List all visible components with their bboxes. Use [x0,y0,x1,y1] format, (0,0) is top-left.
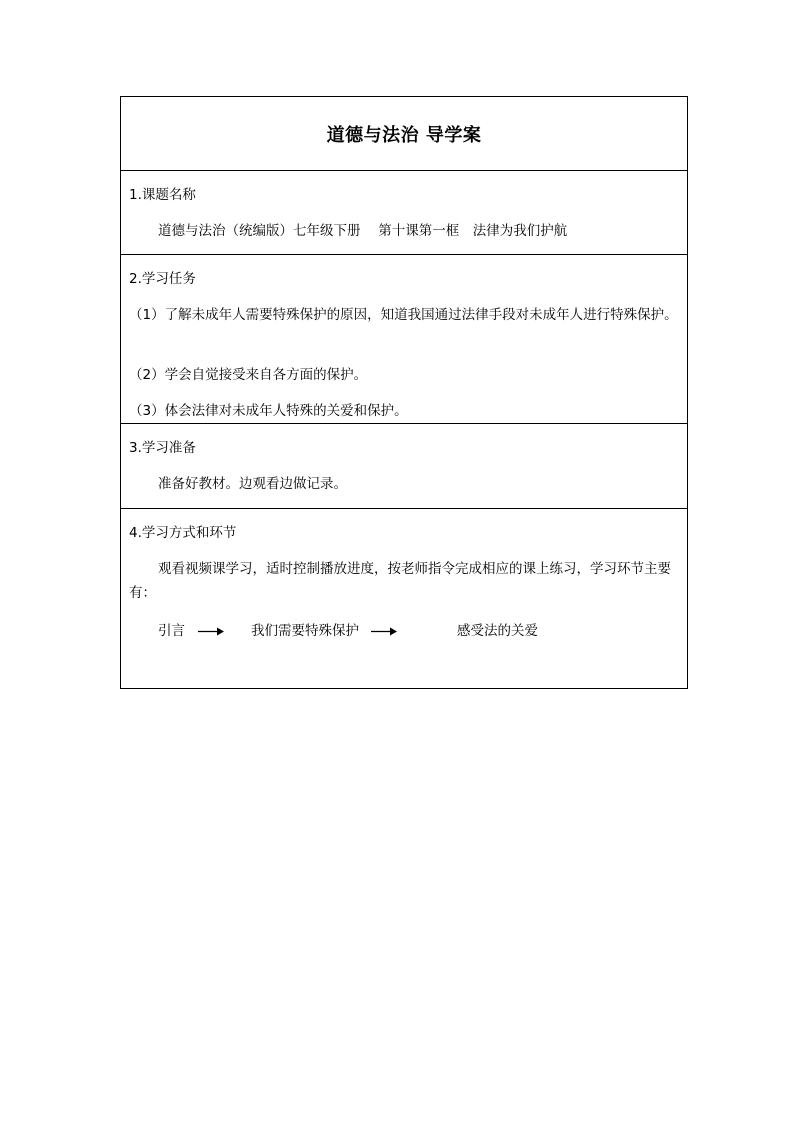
flow-step-2: 我们需要特殊保护 [251,623,359,639]
section-topic [121,170,687,254]
flow-step-1: 引言 [158,623,185,639]
task-item-2: （2）学会自觉接受来自各方面的保护。 [129,367,368,383]
section-tasks [121,254,687,423]
task-item-3: （3）体会法律对未成年人特殊的关爱和保护。 [129,403,408,419]
study-guide-table [120,96,688,689]
section-preparation [121,423,687,508]
method-text: 观看视频课学习，适时控制播放进度，按老师指令完成相应的课上练习，学习环节主要有： [129,561,671,601]
document-title: 道德与法治 导学案 [326,125,482,146]
topic-text: 道德与法治（统编版）七年级下册 第十课第一框 法律为我们护航 [158,223,568,239]
section-heading: 1.课题名称 [129,187,196,203]
section-heading: 4.学习方式和环节 [129,525,237,541]
flow-step-3: 感受法的关爱 [457,623,538,639]
process-flow [158,621,679,641]
title-row [121,97,687,170]
right-arrow-icon [198,621,224,641]
task-item-1: （1）了解未成年人需要特殊保护的原因，知道我国通过法律手段对未成年人进行特殊保护。 [129,307,678,323]
right-arrow-icon [371,621,397,641]
section-heading: 3.学习准备 [129,440,196,456]
preparation-text: 准备好教材。边观看边做记录。 [158,476,347,492]
section-heading: 2.学习任务 [129,271,196,287]
section-method [121,508,687,688]
